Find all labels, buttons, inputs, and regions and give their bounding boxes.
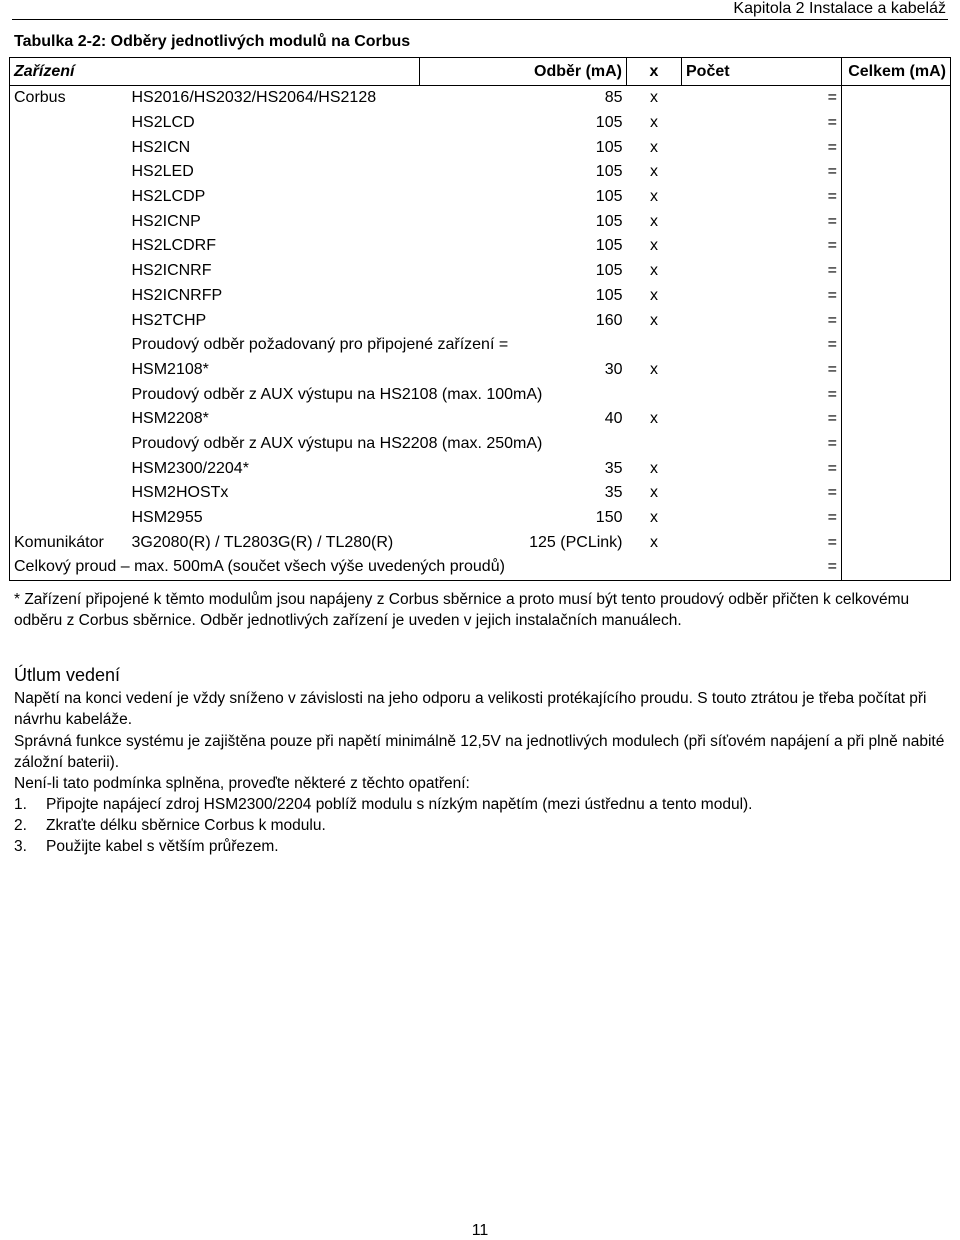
- table-row: [10, 185, 951, 210]
- row-x-cell: x: [650, 360, 658, 378]
- total-value-cell: [842, 555, 951, 580]
- list-item-number: 3.: [14, 838, 27, 855]
- row-consumption-cell: 30: [604, 360, 623, 378]
- row-total-cell: [842, 382, 951, 407]
- row-consumption-cell: 105: [595, 188, 623, 206]
- row-total-cell: [842, 259, 951, 284]
- row-equals-cell: =: [827, 459, 837, 477]
- row-equals-cell: =: [827, 311, 837, 329]
- row-device-cell: HS2ICNP: [131, 212, 201, 230]
- row-x-cell: x: [650, 533, 658, 551]
- table-row: [10, 259, 951, 284]
- list-item-number: 2.: [14, 817, 27, 834]
- row-device-cell: HS2LED: [131, 163, 194, 181]
- table-row: [10, 209, 951, 234]
- row-equals-cell: =: [827, 509, 837, 527]
- table-row: [10, 160, 951, 185]
- list-item-number: 1.: [14, 796, 27, 813]
- row-group-cell: [10, 407, 128, 432]
- table-row: [10, 456, 951, 481]
- row-consumption-cell: 85: [604, 89, 623, 107]
- row-device-cell: HS2LCD: [131, 114, 195, 132]
- table-row: [10, 382, 951, 407]
- row-x-cell: x: [650, 114, 658, 132]
- row-equals-cell: =: [827, 262, 837, 280]
- row-total-cell: [842, 333, 951, 358]
- row-group-cell: [10, 185, 128, 210]
- chapter-header: Kapitola 2 Instalace a kabeláž: [733, 0, 946, 17]
- row-total-cell: [842, 358, 951, 383]
- table-row: [10, 530, 951, 555]
- row-group-cell: [10, 432, 128, 457]
- row-device-cell: HS2016/HS2032/HS2064/HS2128: [131, 89, 377, 107]
- table-row: [10, 407, 951, 432]
- row-x-cell: x: [650, 138, 658, 156]
- table-caption: Tabulka 2-2: Odběry jednotlivých modulů na Corbus: [14, 33, 411, 50]
- row-device-cell: HS2LCDRF: [131, 237, 216, 255]
- table-header-row: [10, 58, 951, 86]
- row-x-cell: x: [650, 286, 658, 304]
- row-consumption-cell: 105: [595, 262, 623, 280]
- row-x-cell: x: [650, 262, 658, 280]
- column-header-device: Zařízení: [10, 58, 420, 86]
- row-group-cell: [10, 111, 128, 136]
- row-equals-cell: =: [827, 114, 837, 132]
- table-row: [10, 481, 951, 506]
- list-item: [14, 794, 752, 815]
- list-item: [14, 836, 279, 857]
- row-group-cell: [10, 135, 128, 160]
- row-total-cell: [842, 209, 951, 234]
- row-total-cell: [842, 432, 951, 457]
- row-x-cell: x: [650, 459, 658, 477]
- row-consumption-cell: 125 (PCLink): [529, 533, 623, 551]
- row-device-cell: Proudový odběr požadovaný pro připojené zařízení =: [131, 336, 509, 354]
- row-consumption-cell: 105: [595, 114, 623, 132]
- row-device-cell: HSM2208*: [131, 410, 209, 428]
- header-rule: [12, 19, 948, 20]
- row-equals-cell: =: [827, 188, 837, 206]
- row-x-cell: x: [650, 484, 658, 502]
- row-device-cell: HSM2955: [131, 509, 203, 527]
- row-equals-cell: =: [827, 163, 837, 181]
- column-header-x: x: [627, 58, 682, 86]
- row-device-cell: Proudový odběr z AUX výstupu na HS2208 (max. 250mA): [131, 434, 543, 452]
- table-row: [10, 432, 951, 457]
- row-total-cell: [842, 135, 951, 160]
- row-consumption-cell: 105: [595, 138, 623, 156]
- row-x-cell: x: [650, 509, 658, 527]
- table-row: [10, 234, 951, 259]
- row-group-cell: Corbus: [10, 86, 128, 111]
- row-total-cell: [842, 284, 951, 309]
- row-group-cell: [10, 333, 128, 358]
- row-group-cell: [10, 358, 128, 383]
- row-device-cell: HS2ICNRF: [131, 262, 212, 280]
- list-item-text: Použijte kabel s větším průřezem.: [46, 838, 279, 855]
- row-device-cell: HSM2300/2204*: [131, 459, 249, 477]
- row-equals-cell: =: [827, 212, 837, 230]
- row-device-cell: HS2ICN: [131, 138, 191, 156]
- table-row: [10, 506, 951, 531]
- row-x-cell: x: [650, 237, 658, 255]
- row-total-cell: [842, 86, 951, 111]
- table-row: [10, 333, 951, 358]
- table-row: [10, 135, 951, 160]
- list-item-text: Připojte napájecí zdroj HSM2300/2204 poblíž modulu s nízkým napětím (mezi ústřednu a tento modul).: [46, 796, 753, 813]
- row-total-cell: [842, 481, 951, 506]
- column-header-total: Celkem (mA): [842, 58, 951, 86]
- row-group-cell: [10, 382, 128, 407]
- row-consumption-cell: 105: [595, 212, 623, 230]
- column-header-count: Počet: [682, 58, 842, 86]
- row-equals-cell: =: [827, 336, 837, 354]
- table-footnote: * Zařízení připojené k těmto modulům jsou napájeny z Corbus sběrnice a proto musí být tento proudový odběr přičten k celkovému odběru z Corbus sběrnice. Odběr jednotlivých zařízení je uveden v jejich instalačních manuálech.: [14, 591, 910, 629]
- total-equals-cell: =: [682, 555, 842, 580]
- row-device-cell: Proudový odběr z AUX výstupu na HS2108 (max. 100mA): [131, 385, 543, 403]
- row-device-cell: HSM2108*: [131, 360, 209, 378]
- row-total-cell: [842, 160, 951, 185]
- table-row: [10, 358, 951, 383]
- row-equals-cell: =: [827, 89, 837, 107]
- table-row: [10, 284, 951, 309]
- row-equals-cell: =: [827, 385, 837, 403]
- paragraph-voltage-drop: Napětí na konci vedení je vždy sníženo v závislosti na jeho odporu a velikosti protékajícího proudu. S touto ztrátou je třeba počítat při návrhu kabeláže.: [14, 690, 927, 728]
- row-x-cell: x: [650, 410, 658, 428]
- table-row: [10, 86, 951, 111]
- row-consumption-cell: 105: [595, 163, 623, 181]
- row-equals-cell: =: [827, 237, 837, 255]
- row-total-cell: [842, 308, 951, 333]
- row-group-cell: [10, 209, 128, 234]
- table-body: [10, 86, 951, 581]
- row-equals-cell: =: [827, 286, 837, 304]
- row-x-cell: x: [650, 311, 658, 329]
- row-equals-cell: =: [827, 484, 837, 502]
- row-consumption-cell: 150: [595, 509, 623, 527]
- row-equals-cell: =: [827, 410, 837, 428]
- row-equals-cell: =: [827, 434, 837, 452]
- row-group-cell: [10, 506, 128, 531]
- page-number: 11: [471, 1222, 489, 1239]
- consumption-table: [9, 57, 951, 581]
- table-row: [10, 111, 951, 136]
- consumption-table-wrapper: [9, 57, 950, 581]
- paragraph-condition: Není-li tato podmínka splněna, proveďte některé z těchto opatření:: [14, 775, 470, 792]
- row-x-cell: x: [650, 89, 658, 107]
- row-total-cell: [842, 185, 951, 210]
- table-row: [10, 308, 951, 333]
- paragraph-min-voltage: Správná funkce systému je zajištěna pouze při napětí minimálně 12,5V na jednotlivých modulech (při síťovém napájení a při plně nabité záložní baterii).: [14, 733, 945, 771]
- row-equals-cell: =: [827, 138, 837, 156]
- row-device-cell: HSM2HOSTx: [131, 484, 229, 502]
- row-device-cell: HS2LCDP: [131, 188, 206, 206]
- row-consumption-cell: 160: [595, 311, 623, 329]
- row-group-cell: [10, 259, 128, 284]
- row-x-cell: x: [650, 163, 658, 181]
- row-total-cell: [842, 111, 951, 136]
- row-x-cell: x: [650, 188, 658, 206]
- list-item: [14, 815, 326, 836]
- total-label-cell: Celkový proud – max. 500mA (součet všech výše uvedených proudů): [10, 555, 682, 580]
- row-equals-cell: =: [827, 360, 837, 378]
- row-total-cell: [842, 407, 951, 432]
- row-total-cell: [842, 506, 951, 531]
- row-device-cell: HS2ICNRFP: [131, 286, 223, 304]
- row-device-cell: 3G2080(R) / TL2803G(R) / TL280(R): [131, 533, 394, 551]
- row-device-cell: HS2TCHP: [131, 311, 207, 329]
- table-total-row: [10, 555, 951, 580]
- list-item-text: Zkraťte délku sběrnice Corbus k modulu.: [46, 817, 326, 834]
- row-group-cell: [10, 284, 128, 309]
- row-group-cell: [10, 481, 128, 506]
- row-total-cell: [842, 456, 951, 481]
- row-group-cell: [10, 456, 128, 481]
- row-consumption-cell: 35: [604, 484, 623, 502]
- row-group-cell: [10, 308, 128, 333]
- row-total-cell: [842, 530, 951, 555]
- row-consumption-cell: 105: [595, 237, 623, 255]
- row-equals-cell: =: [827, 533, 837, 551]
- column-header-consumption: Odběr (mA): [420, 58, 627, 86]
- row-consumption-cell: 105: [595, 286, 623, 304]
- row-consumption-cell: 40: [604, 410, 623, 428]
- row-consumption-cell: 35: [604, 459, 623, 477]
- row-group-cell: [10, 160, 128, 185]
- row-total-cell: [842, 234, 951, 259]
- row-group-cell: [10, 234, 128, 259]
- row-group-cell: Komunikátor: [10, 530, 128, 555]
- section-title: Útlum vedení: [14, 665, 121, 685]
- row-x-cell: x: [650, 212, 658, 230]
